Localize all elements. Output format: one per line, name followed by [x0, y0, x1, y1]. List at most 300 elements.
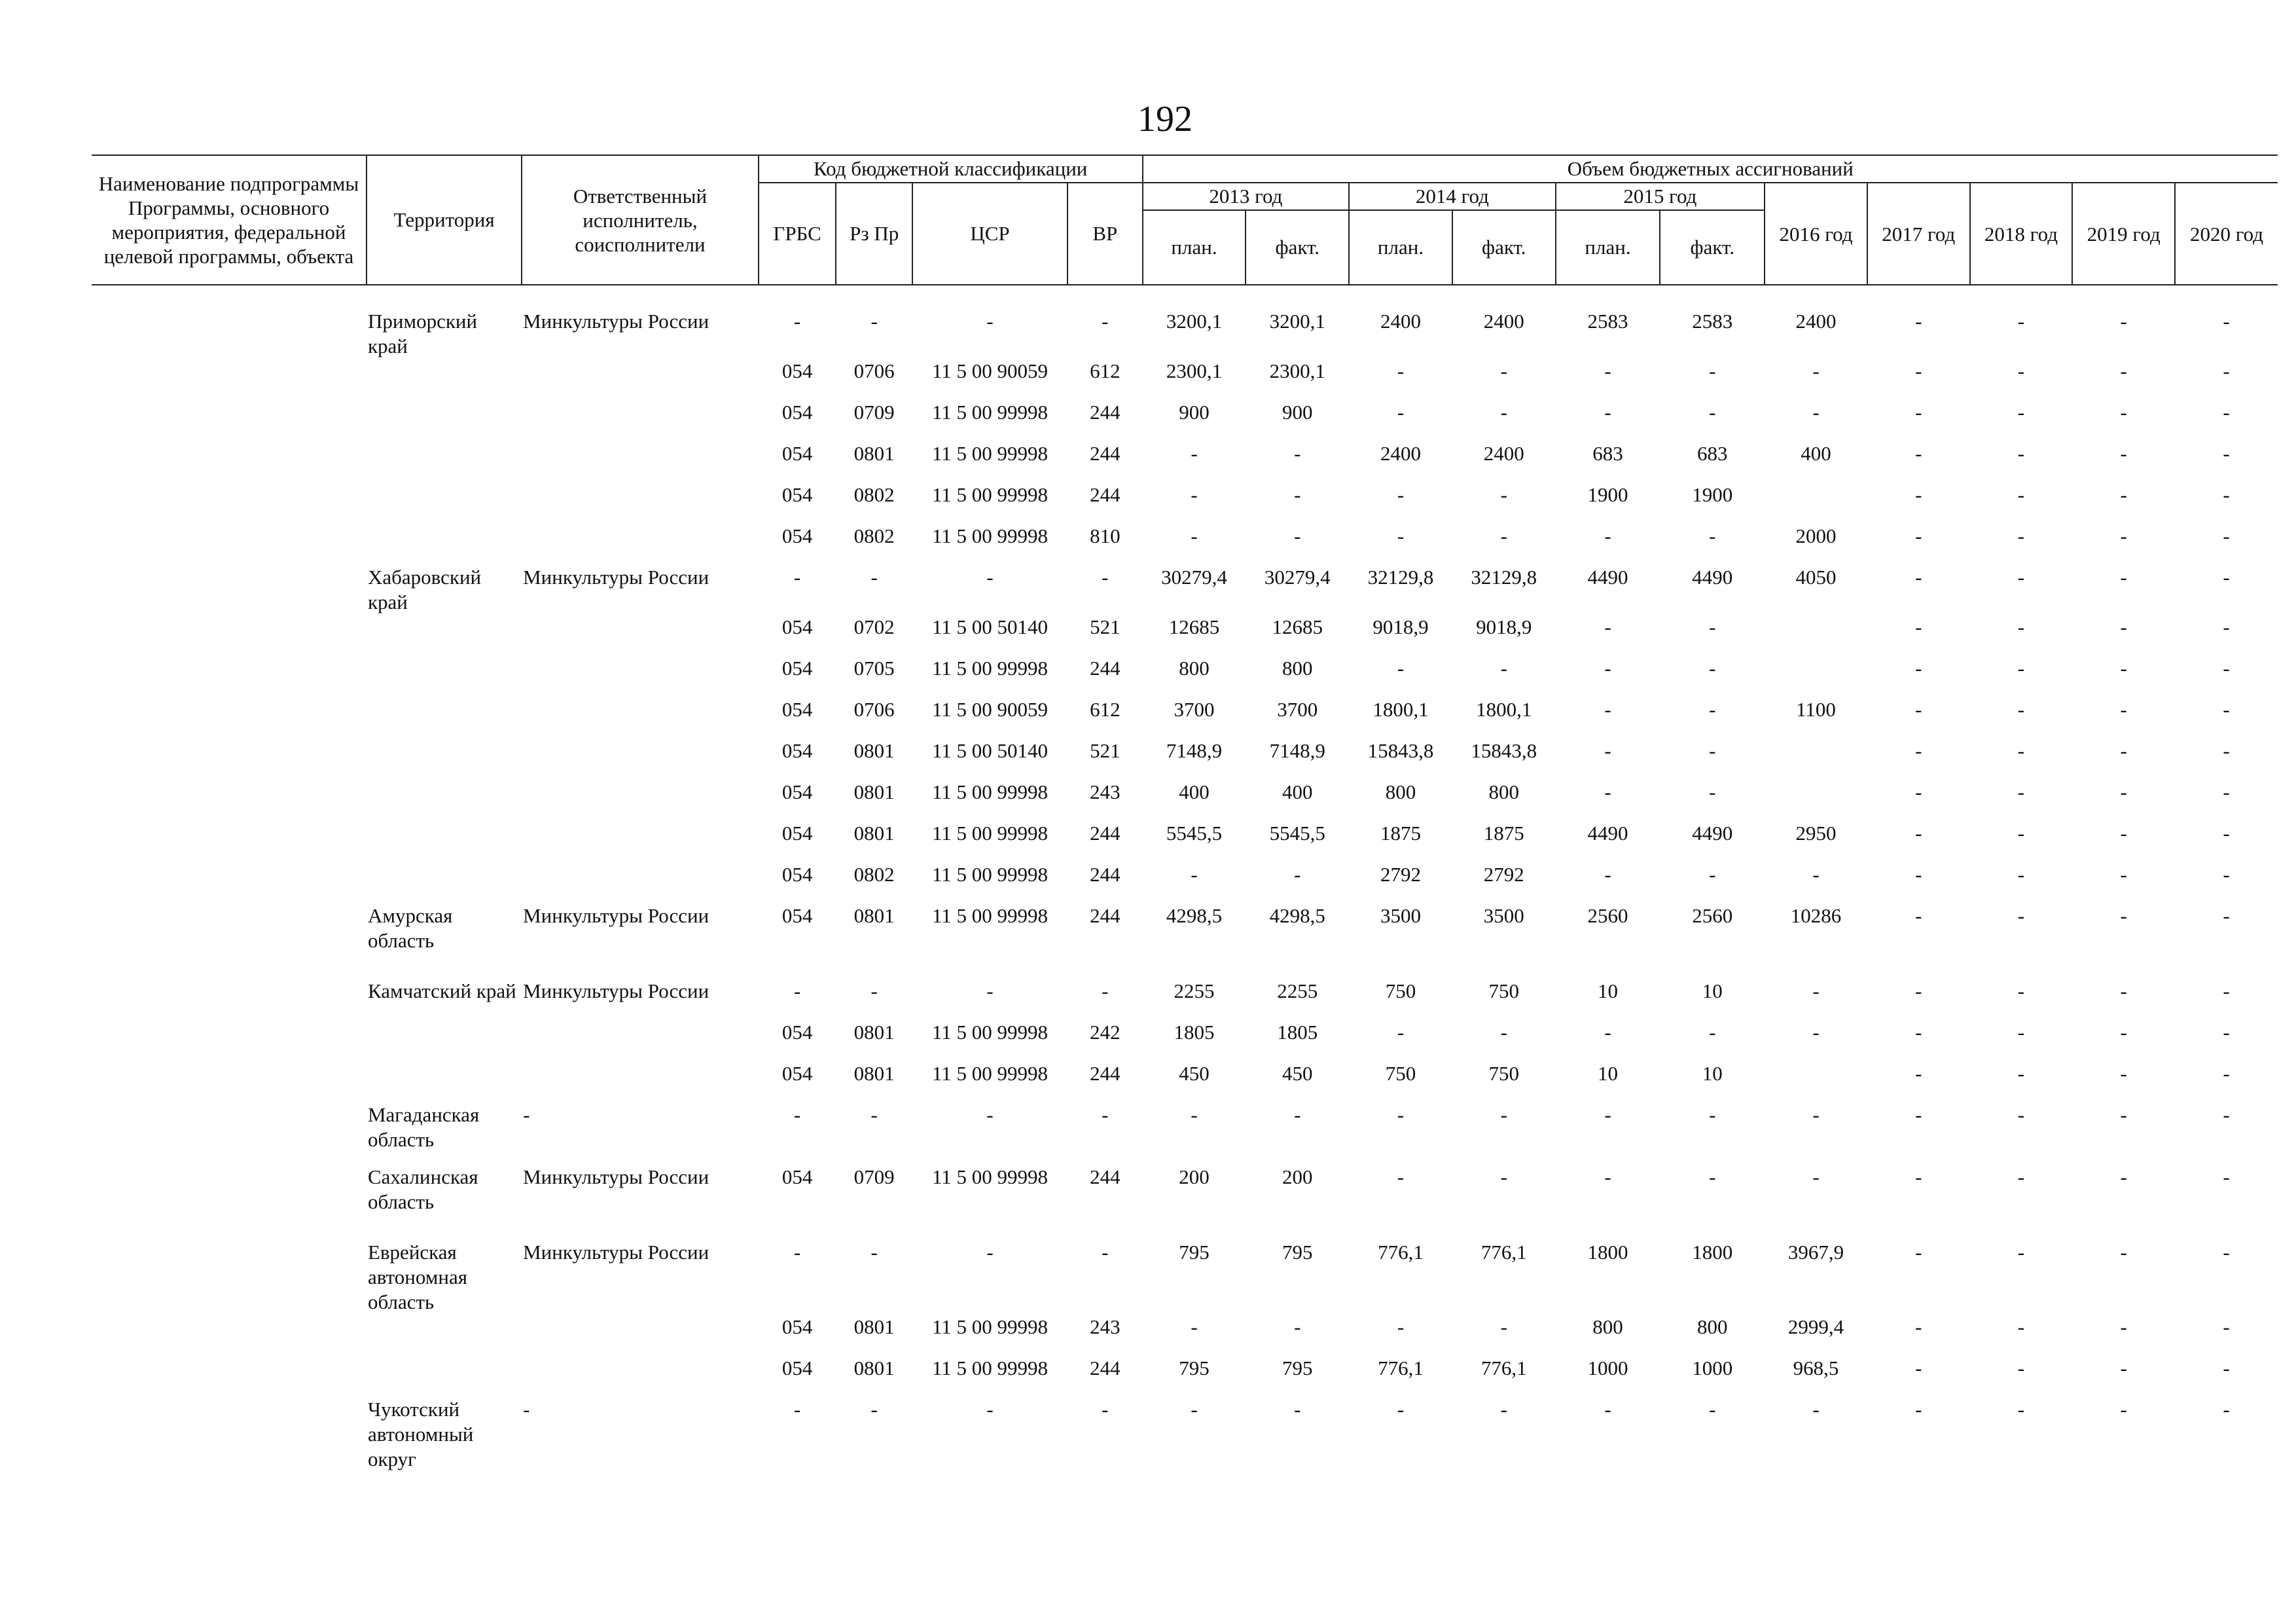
table-cell: 0801 [853, 1357, 895, 1379]
table-cell: - [2017, 979, 2025, 1002]
table-cell: - [1915, 863, 1922, 886]
table-cell: - [2120, 401, 2127, 424]
table-cell: 11 5 00 99998 [931, 401, 1049, 424]
table-cell: 521 [1090, 615, 1121, 638]
table-cell: - [1709, 698, 1716, 721]
table-cell: - [1709, 359, 1716, 382]
table-cell: - [1191, 1315, 1198, 1338]
table-cell [522, 1061, 759, 1103]
table-cell [367, 1061, 522, 1103]
table-cell: 054 [781, 739, 813, 762]
table-cell: - [1397, 1398, 1405, 1421]
table-cell: - [1397, 1165, 1405, 1188]
table-row [92, 862, 2278, 903]
table-cell: 1805 [1277, 1021, 1318, 1044]
table-cell: - [2017, 359, 2025, 382]
table-cell: - [1397, 657, 1405, 680]
table-cell [522, 1356, 759, 1397]
table-cell: - [793, 1241, 801, 1264]
table-cell: 900 [1282, 401, 1313, 424]
table-cell: - [2223, 979, 2230, 1002]
table-cell: 244 [1090, 1165, 1121, 1188]
table-cell: 11 5 00 99998 [931, 780, 1049, 803]
table-row [92, 1103, 2278, 1165]
table-cell: - [1915, 739, 1922, 762]
table-cell: - [1102, 310, 1109, 333]
header-2014-plan: план. [1349, 210, 1452, 285]
table-cell: 612 [1090, 698, 1121, 721]
table-cell: - [2017, 1398, 2025, 1421]
table-cell: Камчатский край [367, 979, 516, 1002]
table-cell: 2560 [1692, 904, 1733, 927]
table-cell: 244 [1090, 822, 1121, 845]
table-cell: - [1604, 1165, 1611, 1188]
table-cell: - [1812, 1398, 1820, 1421]
table-cell: 0801 [853, 780, 895, 803]
table-cell: 32129,8 [1367, 566, 1434, 589]
table-cell: 1000 [1692, 1357, 1733, 1379]
table-cell: 054 [781, 822, 813, 845]
table-cell [92, 565, 367, 615]
table-cell: 244 [1090, 401, 1121, 424]
table-cell: - [2120, 780, 2127, 803]
page-number: 192 [1138, 99, 1193, 139]
table-cell: - [2017, 524, 2025, 547]
table-cell: - [1397, 524, 1405, 547]
table-cell: 054 [781, 524, 813, 547]
table-cell: 3700 [1277, 698, 1318, 721]
table-cell [367, 862, 522, 903]
table-cell: 054 [781, 442, 813, 465]
table-cell: - [1812, 979, 1820, 1002]
table-cell: 11 5 00 99998 [931, 1315, 1049, 1338]
table-cell: Минкультуры России [523, 1241, 709, 1264]
table-cell: 800 [1697, 1315, 1728, 1338]
table-cell: 683 [1592, 442, 1623, 465]
table-cell: - [2120, 442, 2127, 465]
table-cell: 7148,9 [1269, 739, 1325, 762]
table-cell: - [2017, 822, 2025, 845]
table-cell: - [1397, 401, 1405, 424]
table-cell: 32129,8 [1471, 566, 1537, 589]
table-row [92, 1397, 2278, 1472]
table-cell: - [1812, 1021, 1820, 1044]
table-cell: 11 5 00 99998 [931, 442, 1049, 465]
table-cell: - [1500, 401, 1507, 424]
header-volume: Объем бюджетных ассигнований [1143, 155, 2278, 183]
table-cell: - [1915, 524, 1922, 547]
table-cell: 243 [1090, 1315, 1121, 1338]
table-cell: Минкультуры России [523, 566, 709, 589]
table-cell: - [1294, 1315, 1301, 1338]
table-cell: 750 [1385, 979, 1416, 1002]
table-cell: - [1294, 524, 1301, 547]
table-cell: - [2017, 566, 2025, 589]
table-cell: - [1812, 1103, 1820, 1126]
table-cell: - [1500, 657, 1507, 680]
table-cell: 4490 [1587, 822, 1628, 845]
table-cell: 2255 [1277, 979, 1318, 1002]
table-cell: - [2120, 979, 2127, 1002]
table-cell [522, 524, 759, 565]
table-row [92, 400, 2278, 441]
table-cell: 2300,1 [1269, 359, 1325, 382]
table-cell: - [2223, 442, 2230, 465]
table-cell: - [2120, 310, 2127, 333]
table-cell [92, 1240, 367, 1315]
table-cell: - [1709, 1165, 1716, 1188]
table-cell [522, 441, 759, 483]
table-cell: 2400 [1795, 310, 1837, 333]
table-cell: - [2223, 483, 2230, 506]
table-header [92, 155, 2278, 285]
table-cell [522, 656, 759, 697]
table-cell: 244 [1090, 1062, 1121, 1085]
table-cell [367, 1356, 522, 1397]
table-cell: 0802 [853, 524, 895, 547]
table-row [92, 441, 2278, 483]
table-cell: 1800 [1587, 1241, 1628, 1264]
table-row [92, 697, 2278, 739]
table-cell: 200 [1179, 1165, 1210, 1188]
table-cell: - [2017, 483, 2025, 506]
table-cell: 1805 [1174, 1021, 1215, 1044]
table-cell: 2400 [1380, 310, 1421, 333]
table-cell: - [2120, 1165, 2127, 1188]
table-cell: 800 [1179, 657, 1210, 680]
table-cell: - [2120, 1357, 2127, 1379]
table-cell: 11 5 00 50140 [931, 739, 1049, 762]
table-cell: 11 5 00 99998 [931, 822, 1049, 845]
table-cell: - [2017, 1241, 2025, 1264]
table-cell [92, 697, 367, 739]
table-cell: 750 [1488, 979, 1519, 1002]
table-cell [522, 821, 759, 862]
table-cell: 3200,1 [1166, 310, 1223, 333]
table-cell: 800 [1282, 657, 1313, 680]
table-cell: - [2120, 1103, 2127, 1126]
table-cell: 0801 [853, 822, 895, 845]
table-cell: 0801 [853, 442, 895, 465]
header-2015: 2015 год [1556, 183, 1765, 210]
table-cell: - [1397, 1315, 1405, 1338]
table-cell: 11 5 00 99998 [931, 657, 1049, 680]
table-row [92, 1061, 2278, 1103]
table-cell: - [1500, 1103, 1507, 1126]
table-cell: - [1191, 524, 1198, 547]
table-cell: - [1397, 359, 1405, 382]
table-cell: 3700 [1174, 698, 1215, 721]
header-2014: 2014 год [1349, 183, 1556, 210]
table-cell: 1875 [1380, 822, 1421, 845]
header-2013: 2013 год [1143, 183, 1350, 210]
table-cell: - [1915, 1357, 1922, 1379]
table-cell: - [986, 1398, 994, 1421]
table-cell [367, 1315, 522, 1356]
table-cell: - [1915, 698, 1922, 721]
header-csr: ЦСР [912, 183, 1067, 285]
table-cell: - [2120, 1315, 2127, 1338]
table-cell: - [1915, 442, 1922, 465]
header-2015-plan: план. [1556, 210, 1660, 285]
table-cell [522, 862, 759, 903]
table-cell [1765, 483, 1867, 524]
table-cell [92, 441, 367, 483]
table-cell: - [1709, 1103, 1716, 1126]
table-cell [92, 524, 367, 565]
table-cell: - [2120, 1021, 2127, 1044]
table-cell: - [1709, 780, 1716, 803]
table-cell: - [1915, 615, 1922, 638]
table-cell [367, 1020, 522, 1061]
table-cell: 795 [1179, 1357, 1210, 1379]
table-row [92, 1356, 2278, 1397]
table-cell [367, 656, 522, 697]
header-2019: 2019 год [2072, 183, 2175, 285]
table-cell: - [1102, 1398, 1109, 1421]
table-cell [367, 400, 522, 441]
table-cell: 30279,4 [1264, 566, 1331, 589]
table-cell: - [2017, 1165, 2025, 1188]
table-cell: - [1191, 442, 1198, 465]
table-cell: - [1915, 483, 1922, 506]
header-2013-fact: факт. [1246, 210, 1349, 285]
table-cell: - [793, 1398, 801, 1421]
table-cell: 2400 [1380, 442, 1421, 465]
table-row [92, 524, 2278, 565]
table-cell: - [1191, 1398, 1198, 1421]
table-cell: - [2223, 698, 2230, 721]
table-cell: - [1294, 863, 1301, 886]
table-cell: - [2223, 401, 2230, 424]
table-cell: 0802 [853, 863, 895, 886]
table-cell: 2255 [1174, 979, 1215, 1002]
table-cell: - [2120, 698, 2127, 721]
table-cell: - [2120, 615, 2127, 638]
table-cell: 400 [1179, 780, 1210, 803]
table-cell [522, 1020, 759, 1061]
table-cell: - [2223, 615, 2230, 638]
table-cell: 12685 [1168, 615, 1220, 638]
table-cell [367, 483, 522, 524]
table-cell: - [1915, 657, 1922, 680]
table-row [92, 821, 2278, 862]
table-cell: - [1102, 1241, 1109, 1264]
table-cell: 054 [781, 1165, 813, 1188]
table-cell: - [2017, 1103, 2025, 1126]
table-cell: 2999,4 [1787, 1315, 1844, 1338]
table-cell: - [2017, 1062, 2025, 1085]
table-cell: 0706 [853, 359, 895, 382]
table-cell: - [2017, 1021, 2025, 1044]
table-cell: 776,1 [1378, 1357, 1424, 1379]
table-cell: - [1709, 615, 1716, 638]
table-cell: - [1915, 401, 1922, 424]
table-cell: - [986, 1103, 994, 1126]
table-cell: - [2120, 1062, 2127, 1085]
table-cell: 795 [1282, 1241, 1313, 1264]
table-cell: 11 5 00 99998 [931, 1021, 1049, 1044]
table-row [92, 903, 2278, 979]
table-cell: - [1500, 524, 1507, 547]
table-cell: Минкультуры России [523, 1165, 709, 1188]
table-cell: - [1604, 401, 1611, 424]
table-cell: 800 [1385, 780, 1416, 803]
table-cell: - [986, 566, 994, 589]
header-budget-code: Код бюджетной классификации [759, 155, 1143, 183]
table-cell [367, 697, 522, 739]
table-cell: Магаданская область [367, 1103, 480, 1151]
table-cell: - [2017, 739, 2025, 762]
table-cell: - [1102, 566, 1109, 589]
table-cell: - [1709, 1021, 1716, 1044]
table-cell: 11 5 00 90059 [931, 698, 1049, 721]
table-cell: - [2223, 1315, 2230, 1338]
header-name: Наименование подпрограммы Программы, основного мероприятия, федеральной целевой программы, объекта [92, 155, 367, 285]
table-cell: 4490 [1587, 566, 1628, 589]
table-cell: - [1397, 1103, 1405, 1126]
table-cell [92, 821, 367, 862]
table-cell: 1000 [1587, 1357, 1628, 1379]
table-cell [92, 1103, 367, 1165]
table-cell [367, 524, 522, 565]
table-cell: 1800 [1692, 1241, 1733, 1264]
table-cell: 4490 [1692, 566, 1733, 589]
table-cell [92, 1397, 367, 1472]
table-cell: 400 [1801, 442, 1831, 465]
table-cell: - [2223, 1165, 2230, 1188]
table-cell [1765, 656, 1867, 697]
table-cell: 11 5 00 99998 [931, 1165, 1049, 1188]
table-cell [92, 285, 367, 359]
table-cell: - [1397, 483, 1405, 506]
table-cell: 5545,5 [1166, 822, 1223, 845]
table-cell [367, 821, 522, 862]
table-cell: 3200,1 [1269, 310, 1325, 333]
table-cell: - [2120, 822, 2127, 845]
table-cell: Сахалинская область [367, 1165, 478, 1213]
table-cell: - [793, 979, 801, 1002]
table-cell: - [1294, 1398, 1301, 1421]
table-cell [522, 739, 759, 780]
table-cell: 244 [1090, 442, 1121, 465]
table-cell [92, 1061, 367, 1103]
table-cell: 612 [1090, 359, 1121, 382]
table-cell: Минкультуры России [523, 904, 709, 927]
table-cell: - [1294, 483, 1301, 506]
table-cell: 244 [1090, 904, 1121, 927]
table-cell: 054 [781, 615, 813, 638]
table-cell: - [2223, 904, 2230, 927]
table-cell: 776,1 [1480, 1241, 1527, 1264]
table-cell: - [2223, 739, 2230, 762]
table-cell: 054 [781, 483, 813, 506]
table-row [92, 780, 2278, 821]
table-cell: - [1191, 1103, 1198, 1126]
table-cell: - [1915, 566, 1922, 589]
table-cell: Хабаровский край [367, 566, 482, 613]
table-cell: - [2120, 566, 2127, 589]
table-body [92, 285, 2278, 1472]
table-cell: - [2120, 863, 2127, 886]
table-cell: 1900 [1692, 483, 1733, 506]
table-cell: 450 [1282, 1062, 1313, 1085]
table-cell: - [793, 566, 801, 589]
table-cell: - [2223, 863, 2230, 886]
table-cell: - [1812, 401, 1820, 424]
table-cell: - [1294, 442, 1301, 465]
table-cell: 0802 [853, 483, 895, 506]
table-cell: - [1604, 780, 1611, 803]
table-cell: 30279,4 [1161, 566, 1227, 589]
table-cell: 11 5 00 50140 [931, 615, 1049, 638]
table-cell: 2000 [1795, 524, 1837, 547]
table-cell: - [870, 1241, 878, 1264]
table-cell: - [2017, 904, 2025, 927]
table-cell: - [1500, 483, 1507, 506]
table-cell: 968,5 [1793, 1357, 1839, 1379]
table-row [92, 285, 2278, 359]
table-cell [92, 656, 367, 697]
table-cell: 200 [1282, 1165, 1313, 1188]
table-cell: 800 [1592, 1315, 1623, 1338]
table-cell: 2583 [1587, 310, 1628, 333]
table-cell [1765, 780, 1867, 821]
table-cell: - [2223, 310, 2230, 333]
table-cell: 800 [1488, 780, 1519, 803]
table-cell [1765, 615, 1867, 656]
table-cell: - [2223, 524, 2230, 547]
table-cell [92, 483, 367, 524]
table-cell: 054 [781, 698, 813, 721]
table-cell: - [870, 566, 878, 589]
table-row [92, 1240, 2278, 1315]
table-cell: - [2017, 780, 2025, 803]
table-cell: - [2223, 780, 2230, 803]
table-cell: - [1709, 524, 1716, 547]
table-cell: - [1500, 359, 1507, 382]
table-cell: - [2017, 1357, 2025, 1379]
table-cell: - [2120, 524, 2127, 547]
table-cell: - [2223, 1062, 2230, 1085]
table-cell: Минкультуры России [523, 310, 709, 333]
table-cell: 0801 [853, 739, 895, 762]
table-cell: 0801 [853, 1021, 895, 1044]
table-cell [522, 359, 759, 400]
table-cell: 9018,9 [1476, 615, 1532, 638]
table-cell: 11 5 00 99998 [931, 1062, 1049, 1085]
header-2017: 2017 год [1867, 183, 1970, 285]
table-cell: 3967,9 [1787, 1241, 1844, 1264]
table-cell: 2560 [1587, 904, 1628, 927]
table-cell: - [1604, 863, 1611, 886]
table-cell: 4490 [1692, 822, 1733, 845]
table-cell: 2792 [1380, 863, 1421, 886]
table-cell [92, 1020, 367, 1061]
table-cell: - [2223, 359, 2230, 382]
table-cell: 683 [1697, 442, 1728, 465]
table-cell: - [1915, 310, 1922, 333]
table-cell: 242 [1090, 1021, 1121, 1044]
table-row [92, 739, 2278, 780]
table-cell [92, 739, 367, 780]
table-cell: 1900 [1587, 483, 1628, 506]
table-cell: 521 [1090, 739, 1121, 762]
table-cell: 054 [781, 863, 813, 886]
table-cell: - [1294, 1103, 1301, 1126]
table-cell: - [2017, 657, 2025, 680]
table-cell: - [1102, 1103, 1109, 1126]
